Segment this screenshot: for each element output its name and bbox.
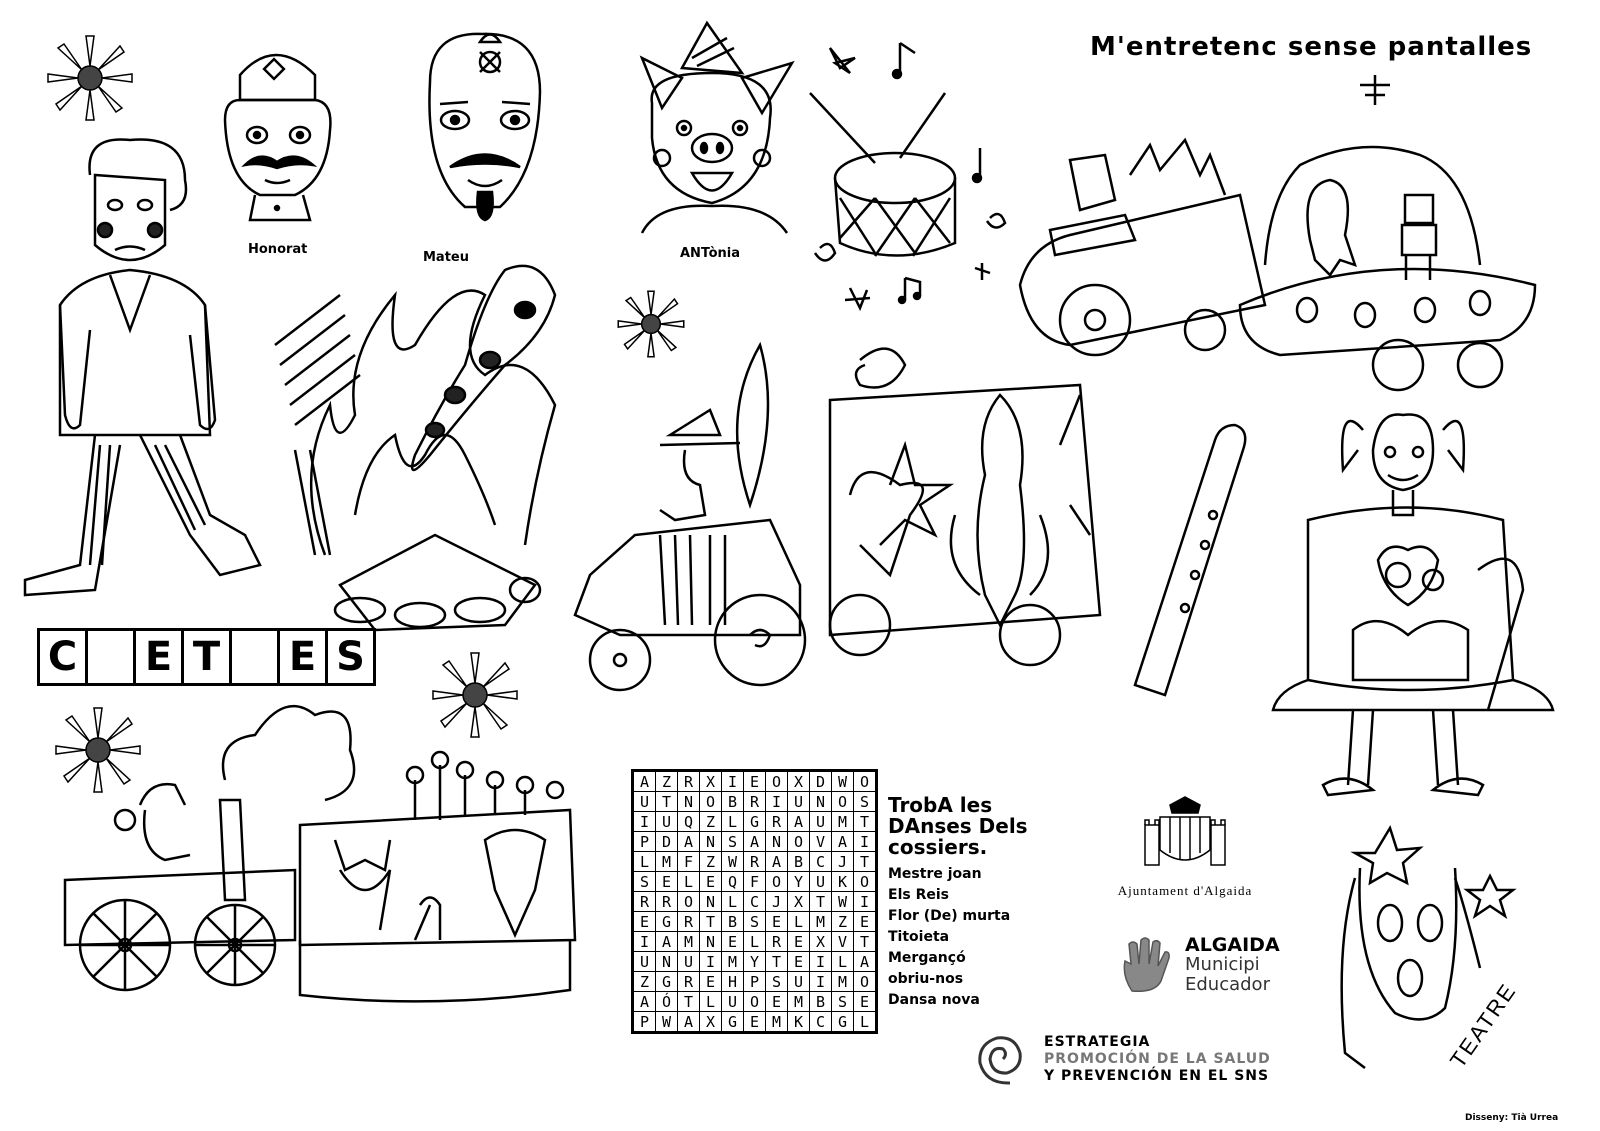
word-search-cell: L — [678, 872, 700, 892]
word-search-cell: T — [854, 932, 876, 952]
word-search-cell: Y — [744, 952, 766, 972]
heading-line: cossiers. — [888, 835, 988, 859]
word-search-cell: W — [656, 1012, 678, 1032]
word-search-cell: E — [788, 952, 810, 972]
municipi-line2: Municipi — [1185, 954, 1260, 975]
word-search-cell: E — [744, 772, 766, 792]
word-search-cell: N — [700, 832, 722, 852]
word-search-cell: O — [832, 792, 854, 812]
dance-list-panel — [888, 795, 1028, 1011]
word-search-cell: B — [810, 992, 832, 1012]
ufo-car-illustration — [1010, 65, 1555, 379]
word-search-cell: Z — [656, 772, 678, 792]
word-search-cell: E — [744, 1012, 766, 1032]
cetes-cell — [85, 628, 136, 686]
word-search-cell: U — [678, 952, 700, 972]
cetes-cell: S — [325, 628, 376, 686]
list-item: obriu-nos — [888, 971, 964, 987]
sunflower-illustration-1 — [40, 28, 140, 132]
word-search-cell: X — [788, 892, 810, 912]
hand-icon — [1117, 936, 1177, 994]
word-search-cell: I — [766, 792, 788, 812]
word-search-cell: R — [766, 932, 788, 952]
word-search-cell: C — [810, 1012, 832, 1032]
word-search-cell: B — [722, 912, 744, 932]
word-search-row — [634, 872, 876, 892]
word-search-cell: M — [832, 812, 854, 832]
word-search-cell: N — [766, 832, 788, 852]
word-search-cell: Q — [722, 872, 744, 892]
dance-list — [888, 864, 1028, 1011]
word-search-cell: X — [700, 772, 722, 792]
word-search-row — [634, 892, 876, 912]
word-search-cell: L — [722, 892, 744, 912]
heading-line: TrobA les — [888, 793, 993, 817]
word-search-cell: P — [634, 1012, 656, 1032]
word-search-cell: B — [722, 792, 744, 812]
word-search-cell: G — [656, 912, 678, 932]
municipi-line3: Educador — [1185, 974, 1270, 995]
word-search-cell: A — [832, 832, 854, 852]
word-search-cell: T — [700, 912, 722, 932]
word-search-cell: S — [766, 972, 788, 992]
word-search-cell: T — [656, 792, 678, 812]
list-item: Flor (De) murta — [888, 908, 1011, 924]
coat-of-arms-icon — [1140, 795, 1230, 875]
word-search-cell: E — [854, 992, 876, 1012]
word-search-cell: R — [634, 892, 656, 912]
word-search-cell: X — [700, 1012, 722, 1032]
word-search-cell: U — [810, 872, 832, 892]
word-search-cell: I — [634, 812, 656, 832]
word-search-cell: I — [634, 932, 656, 952]
list-item: Els Reis — [888, 887, 949, 903]
word-search-cell: E — [722, 932, 744, 952]
word-search-cell: I — [810, 972, 832, 992]
word-search-cell: I — [810, 952, 832, 972]
word-search-cell: E — [788, 932, 810, 952]
dance-list-heading — [888, 795, 1028, 858]
word-search-cell: O — [678, 892, 700, 912]
heading-line: DAnses Dels — [888, 814, 1028, 838]
list-item: Mestre joan — [888, 866, 982, 882]
word-search-cell: O — [854, 972, 876, 992]
word-search-cell: A — [766, 852, 788, 872]
word-search-row — [634, 772, 876, 792]
word-search-cell: M — [766, 1012, 788, 1032]
word-search-cell: R — [656, 892, 678, 912]
word-search-cell: G — [656, 972, 678, 992]
municipi-educador-logo — [1117, 935, 1280, 995]
word-search-cell: O — [766, 772, 788, 792]
estrategia-line2: PROMOCIÓN DE LA SALUD — [1044, 1050, 1271, 1067]
word-search-row — [634, 912, 876, 932]
word-search-cell: O — [788, 832, 810, 852]
word-search-cell: G — [744, 812, 766, 832]
word-search-cell: W — [722, 852, 744, 872]
word-search-row — [634, 792, 876, 812]
word-search-cell: E — [700, 972, 722, 992]
word-search-cell: B — [788, 852, 810, 872]
word-search-cell: D — [656, 832, 678, 852]
word-search-cell: E — [634, 912, 656, 932]
word-search-cell: M — [722, 952, 744, 972]
word-search-cell: I — [700, 952, 722, 972]
mateu-head-illustration — [410, 22, 555, 221]
word-search-cell: T — [810, 892, 832, 912]
word-search-cell: L — [744, 932, 766, 952]
word-search-cell: N — [656, 952, 678, 972]
tractor-float-illustration — [560, 335, 1120, 699]
word-search-cell: U — [634, 952, 656, 972]
word-search-cell: S — [744, 912, 766, 932]
word-search-cell: C — [810, 852, 832, 872]
word-search-cell: U — [788, 972, 810, 992]
word-search-cell: L — [700, 992, 722, 1012]
train-theater-illustration — [45, 690, 585, 1034]
word-search-cell: T — [678, 992, 700, 1012]
list-item: Mergançó — [888, 950, 966, 966]
antonia-caption: ANTònia — [680, 246, 741, 261]
word-search-cell: S — [634, 872, 656, 892]
word-search-cell: E — [700, 872, 722, 892]
estrategia-line3: Y PREVENCIÓN EN EL SNS — [1044, 1067, 1270, 1084]
word-search-cell: P — [744, 972, 766, 992]
honorat-caption: Honorat — [248, 242, 308, 257]
word-search-cell: R — [744, 852, 766, 872]
word-search-cell: A — [788, 812, 810, 832]
ajuntament-logo — [1095, 795, 1275, 899]
list-item: Dansa nova — [888, 992, 980, 1008]
word-search-cell: J — [832, 852, 854, 872]
cetes-cell: E — [277, 628, 328, 686]
theatre-label: TEATRE — [1445, 978, 1522, 1073]
word-search-cell: Q — [678, 812, 700, 832]
word-search-row — [634, 812, 876, 832]
word-search-cell: G — [722, 1012, 744, 1032]
word-search-cell: R — [678, 912, 700, 932]
word-search-cell: F — [744, 872, 766, 892]
page-title: M'entretenc sense pantalles — [1090, 32, 1533, 62]
word-search-cell: U — [722, 992, 744, 1012]
word-search-cell: G — [832, 1012, 854, 1032]
design-credit: Disseny: Tià Urrea — [1465, 1113, 1559, 1123]
word-search-cell: R — [678, 772, 700, 792]
word-search-cell: L — [722, 812, 744, 832]
word-search-cell: P — [634, 832, 656, 852]
swirl-icon — [972, 1028, 1034, 1090]
word-search-cell: O — [854, 772, 876, 792]
list-item: Titoieta — [888, 929, 950, 945]
word-search-cell: U — [788, 792, 810, 812]
word-search-cell: M — [810, 912, 832, 932]
word-search-cell: Z — [700, 852, 722, 872]
word-search-cell: E — [854, 912, 876, 932]
word-search-cell: C — [744, 892, 766, 912]
word-search-cell: O — [700, 792, 722, 812]
word-search-cell: A — [634, 772, 656, 792]
word-search-row — [634, 952, 876, 972]
word-search-cell: N — [700, 892, 722, 912]
word-search-cell: W — [832, 892, 854, 912]
word-search-cell: M — [832, 972, 854, 992]
word-search-cell: K — [832, 872, 854, 892]
word-search-cell: L — [634, 852, 656, 872]
word-search-cell: L — [854, 1012, 876, 1032]
word-search-cell: L — [788, 912, 810, 932]
cetes-figure-illustration — [20, 135, 270, 609]
word-search-cell: N — [810, 792, 832, 812]
word-search-cell: S — [832, 992, 854, 1012]
girl-cake-costume-illustration — [1268, 390, 1558, 814]
estrategia-logo — [972, 1028, 1271, 1090]
word-search-cell: N — [678, 792, 700, 812]
word-search-cell: S — [854, 792, 876, 812]
drum-illustration — [795, 38, 1020, 322]
word-search-cell: A — [656, 932, 678, 952]
word-search-cell: U — [810, 812, 832, 832]
word-search-cell: T — [766, 952, 788, 972]
word-search-cell: R — [678, 972, 700, 992]
word-search-cell: O — [854, 872, 876, 892]
word-search-cell: H — [722, 972, 744, 992]
word-search-row — [634, 992, 876, 1012]
word-search-cell: V — [810, 832, 832, 852]
word-search-row — [634, 972, 876, 992]
word-search-cell: Z — [832, 912, 854, 932]
theatre-mask-illustration — [1325, 828, 1540, 1077]
word-search-cell: K — [788, 1012, 810, 1032]
cetes-cell: E — [133, 628, 184, 686]
word-search-cell: I — [854, 832, 876, 852]
word-search-cell: M — [678, 932, 700, 952]
mateu-caption: Mateu — [423, 250, 469, 265]
flute-illustration — [1125, 420, 1265, 704]
word-search-row — [634, 852, 876, 872]
word-search-cell: X — [788, 772, 810, 792]
word-search-cell: L — [832, 952, 854, 972]
word-search-row — [634, 932, 876, 952]
word-search-cell: O — [766, 872, 788, 892]
word-search-cell: Z — [700, 812, 722, 832]
word-search-cell: S — [722, 832, 744, 852]
word-search-row — [634, 832, 876, 852]
word-search-cell: E — [766, 992, 788, 1012]
word-search-cell: M — [656, 852, 678, 872]
word-search-cell: R — [744, 792, 766, 812]
word-search-cell: A — [678, 832, 700, 852]
word-search-cell: T — [854, 852, 876, 872]
word-search-cell: E — [656, 872, 678, 892]
word-search-cell: X — [810, 932, 832, 952]
word-search-cell: O — [744, 992, 766, 1012]
word-search-cell: V — [832, 932, 854, 952]
estrategia-line1: ESTRATEGIA — [1044, 1033, 1151, 1050]
word-search-cell: D — [810, 772, 832, 792]
word-search-cell: A — [744, 832, 766, 852]
word-search-cell: F — [678, 852, 700, 872]
word-search-cell: I — [854, 892, 876, 912]
word-search-cell: T — [854, 812, 876, 832]
word-search-cell: I — [722, 772, 744, 792]
word-search-cell: J — [766, 892, 788, 912]
word-search-cell: A — [634, 992, 656, 1012]
word-search-cell: M — [788, 992, 810, 1012]
word-search-cell: R — [766, 812, 788, 832]
word-search-cell: U — [656, 812, 678, 832]
word-search-cell: U — [634, 792, 656, 812]
word-search-cell: A — [854, 952, 876, 972]
word-search-cell: W — [832, 772, 854, 792]
word-search-cell: Z — [634, 972, 656, 992]
cetes-cell: C — [37, 628, 88, 686]
antonia-pig-illustration — [622, 18, 797, 237]
ajuntament-name: Ajuntament d'Algaida — [1117, 883, 1253, 898]
word-search-grid — [631, 769, 878, 1034]
word-search-cell: Ó — [656, 992, 678, 1012]
cetes-cell: T — [181, 628, 232, 686]
word-search-cell: A — [678, 1012, 700, 1032]
word-search-cell: Y — [788, 872, 810, 892]
municipi-line1: ALGAIDA — [1185, 934, 1280, 956]
word-search-cell: N — [700, 932, 722, 952]
word-search-row — [634, 1012, 876, 1032]
bonfire-devil-illustration — [255, 255, 585, 644]
word-search-cell: E — [766, 912, 788, 932]
